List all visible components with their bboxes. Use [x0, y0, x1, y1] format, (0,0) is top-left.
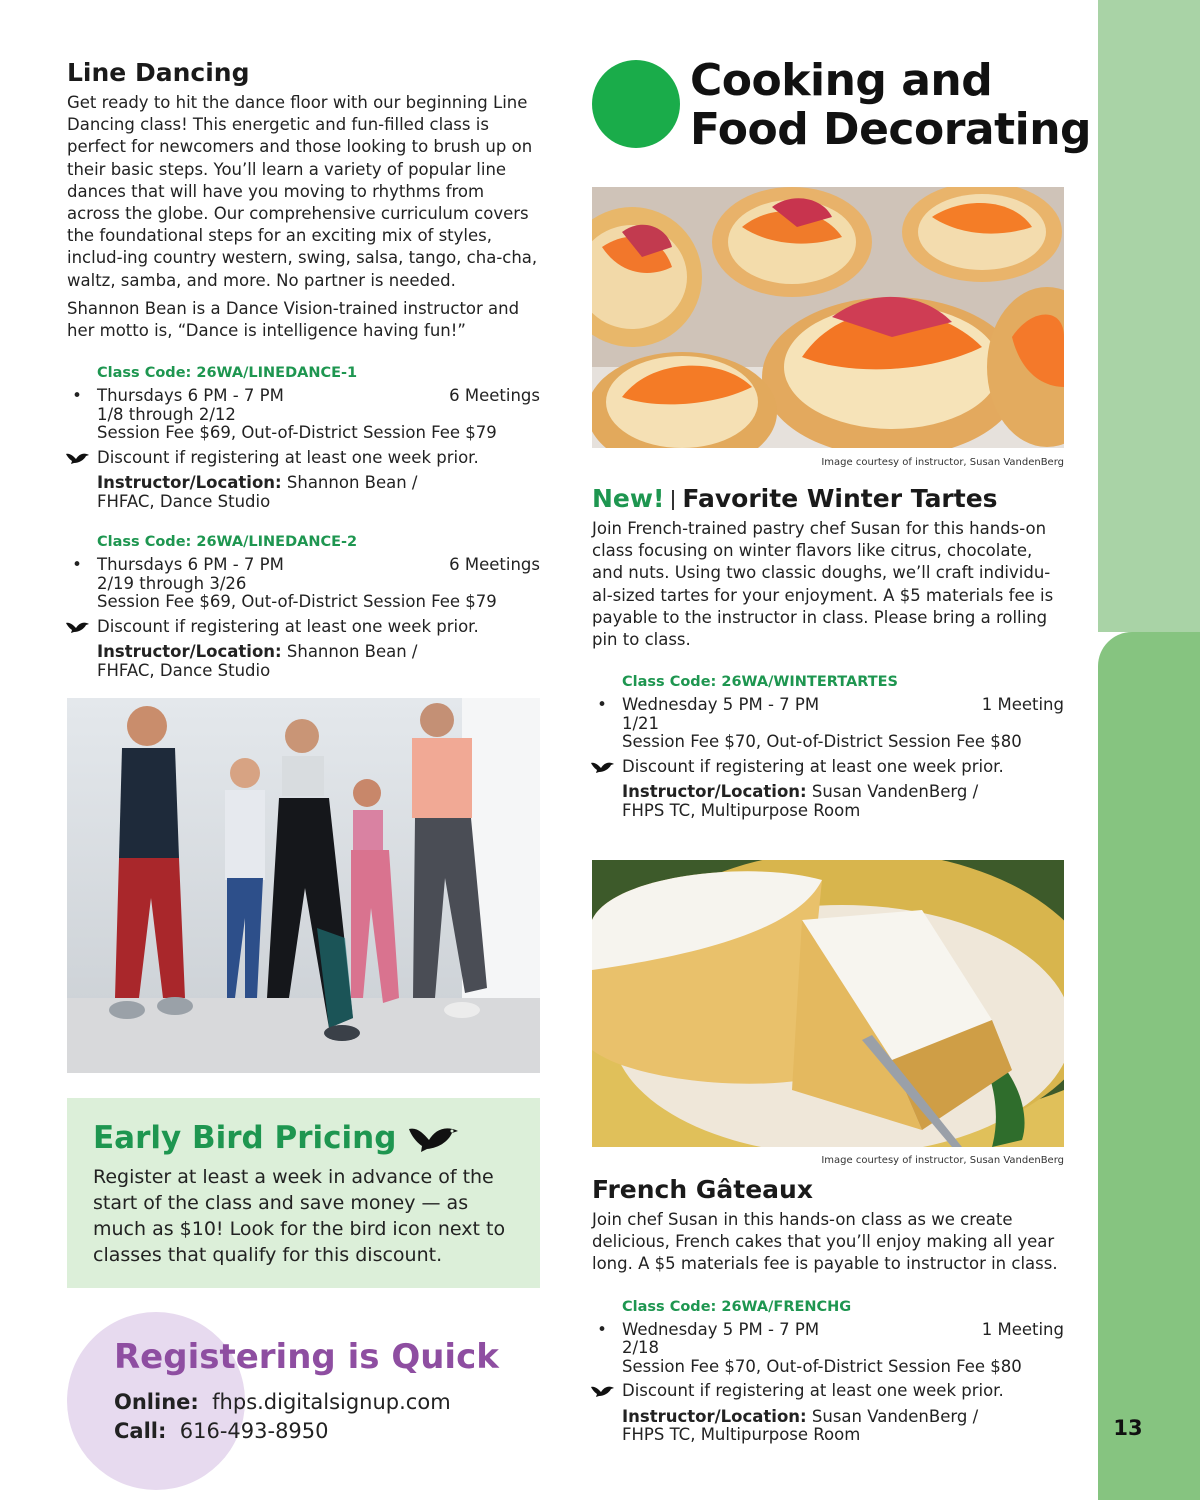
side-tab-bottom	[1098, 632, 1200, 1500]
photo-credit: Image courtesy of instructor, Susan VandenBerg	[821, 457, 1064, 468]
section-title: Cooking and Food Decorating	[690, 55, 1092, 155]
schedule: Wednesday 5 PM - 7 PM	[622, 1319, 820, 1339]
meetings: 6 Meetings	[449, 555, 540, 575]
early-bird-icon	[65, 620, 91, 634]
instructor-location: Instructor/Location: Shannon Bean / FHFAC, Dance Studio	[97, 642, 418, 680]
schedule: Wednesday 5 PM - 7 PM	[622, 695, 820, 715]
class-code: Class Code: 26WA/LINEDANCE-2	[97, 534, 358, 551]
meetings: 1 Meeting	[981, 695, 1064, 715]
phone-number[interactable]: 616-493-8950	[179, 1419, 329, 1443]
bullet-icon: •	[72, 555, 82, 575]
early-bird-text: Register at least a week in advance of the start of the class and save money — as much as $10! Look for the bird icon next to classes that qualify for this discount.	[93, 1166, 506, 1266]
instructor-location: Instructor/Location: Susan VandenBerg / FHPS TC, Multipurpose Room	[622, 782, 979, 820]
page-number: 13	[1113, 1416, 1143, 1440]
class-session	[72, 533, 540, 680]
dates: 2/18	[622, 1338, 660, 1358]
early-bird-icon	[590, 1384, 616, 1398]
discount-note: Discount if registering at least one week prior.	[97, 447, 479, 467]
fee: Session Fee $69, Out-of-District Session Fee $79	[97, 423, 497, 443]
line-dancing-section	[67, 58, 540, 680]
fee: Session Fee $70, Out-of-District Session Fee $80	[622, 732, 1022, 752]
class-session	[597, 1298, 1064, 1445]
fee: Session Fee $70, Out-of-District Session Fee $80	[622, 1356, 1022, 1376]
discount-note: Discount if registering at least one week prior.	[622, 756, 1004, 776]
meetings: 6 Meetings	[449, 386, 540, 406]
registering-call: Call: 616-493-8950	[114, 1419, 329, 1443]
discount-note: Discount if registering at least one week prior.	[622, 1381, 1004, 1401]
bullet-icon: •	[597, 695, 607, 715]
schedule: Thursdays 6 PM - 7 PM	[97, 555, 284, 575]
early-bird-icon	[65, 451, 91, 465]
instructor-location: Instructor/Location: Susan VandenBerg / FHPS TC, Multipurpose Room	[622, 1406, 979, 1445]
class-code: Class Code: 26WA/FRENCHG	[622, 1298, 852, 1315]
early-bird-box	[67, 1098, 540, 1288]
course-title: Line Dancing	[67, 58, 250, 87]
online-link[interactable]: fhps.digitalsignup.com	[212, 1390, 451, 1414]
fee: Session Fee $69, Out-of-District Session Fee $79	[97, 592, 497, 612]
section-dot-icon	[592, 60, 680, 148]
registering-online: Online: fhps.digitalsignup.com	[114, 1390, 451, 1414]
tartes-section	[592, 484, 1064, 820]
class-code: Class Code: 26WA/LINEDANCE-1	[97, 365, 358, 382]
class-session	[597, 673, 1064, 820]
discount-note: Discount if registering at least one week prior.	[97, 616, 479, 636]
bullet-icon: •	[72, 386, 82, 406]
class-session	[72, 364, 540, 511]
class-code: Class Code: 26WA/WINTERTARTES	[622, 674, 898, 691]
gateaux-section	[592, 1175, 1064, 1445]
early-bird-title: Early Bird Pricing	[93, 1120, 397, 1156]
new-badge: New!	[592, 484, 665, 513]
early-bird-icon	[590, 760, 616, 774]
dates: 2/19 through 3/26	[97, 573, 247, 593]
schedule: Thursdays 6 PM - 7 PM	[97, 386, 284, 406]
early-bird-icon	[408, 1123, 460, 1153]
line-dancing-photo	[67, 698, 540, 1073]
course-description: Get ready to hit the dance floor with our beginning Line Dancing class! This energetic and fun-filled class is perfect for newcomers and those looking to brush up on their basic steps. You’ll learn a variety of popular line dances that will have you moving to rhythms from across the globe. Our comprehensive curriculum covers the foundational steps for an exciting mix of styles, includ-ing country western, swing, salsa, tango, cha-cha, waltz, samba, and more. No partner is needed.	[67, 93, 538, 290]
instructor-bio: Shannon Bean is a Dance Vision-trained instructor and her motto is, “Dance is intelligence having fun!”	[67, 298, 520, 341]
registering-title: Registering is Quick	[114, 1337, 499, 1377]
side-tab-top	[1098, 0, 1200, 632]
course-title: French Gâteaux	[592, 1175, 813, 1204]
photo-credit: Image courtesy of instructor, Susan VandenBerg	[821, 1155, 1064, 1166]
meetings: 1 Meeting	[981, 1319, 1064, 1339]
course-description: Join chef Susan in this hands-on class as we create delicious, French cakes that you’ll enjoy making all year long. A $5 materials fee is payable to instructor in class.	[592, 1210, 1058, 1274]
gateau-photo	[592, 860, 1064, 1147]
bullet-icon: •	[597, 1319, 607, 1339]
course-description: Join French-trained pastry chef Susan for this hands-on class focusing on winter flavors like citrus, chocolate, and nuts. Using two classic doughs, we’ll craft individu-al-sized tartes for your enjoyment. A $5 materials fee is payable to the instructor in class. Please bring a rolling pin to class.	[592, 519, 1054, 650]
tartes-photo	[592, 187, 1064, 448]
title-separator	[672, 490, 674, 510]
instructor-location: Instructor/Location: Shannon Bean / FHFAC, Dance Studio	[97, 473, 418, 511]
dates: 1/21	[622, 713, 660, 733]
course-title: New! Favorite Winter Tartes	[592, 484, 998, 513]
dates: 1/8 through 2/12	[97, 404, 236, 424]
